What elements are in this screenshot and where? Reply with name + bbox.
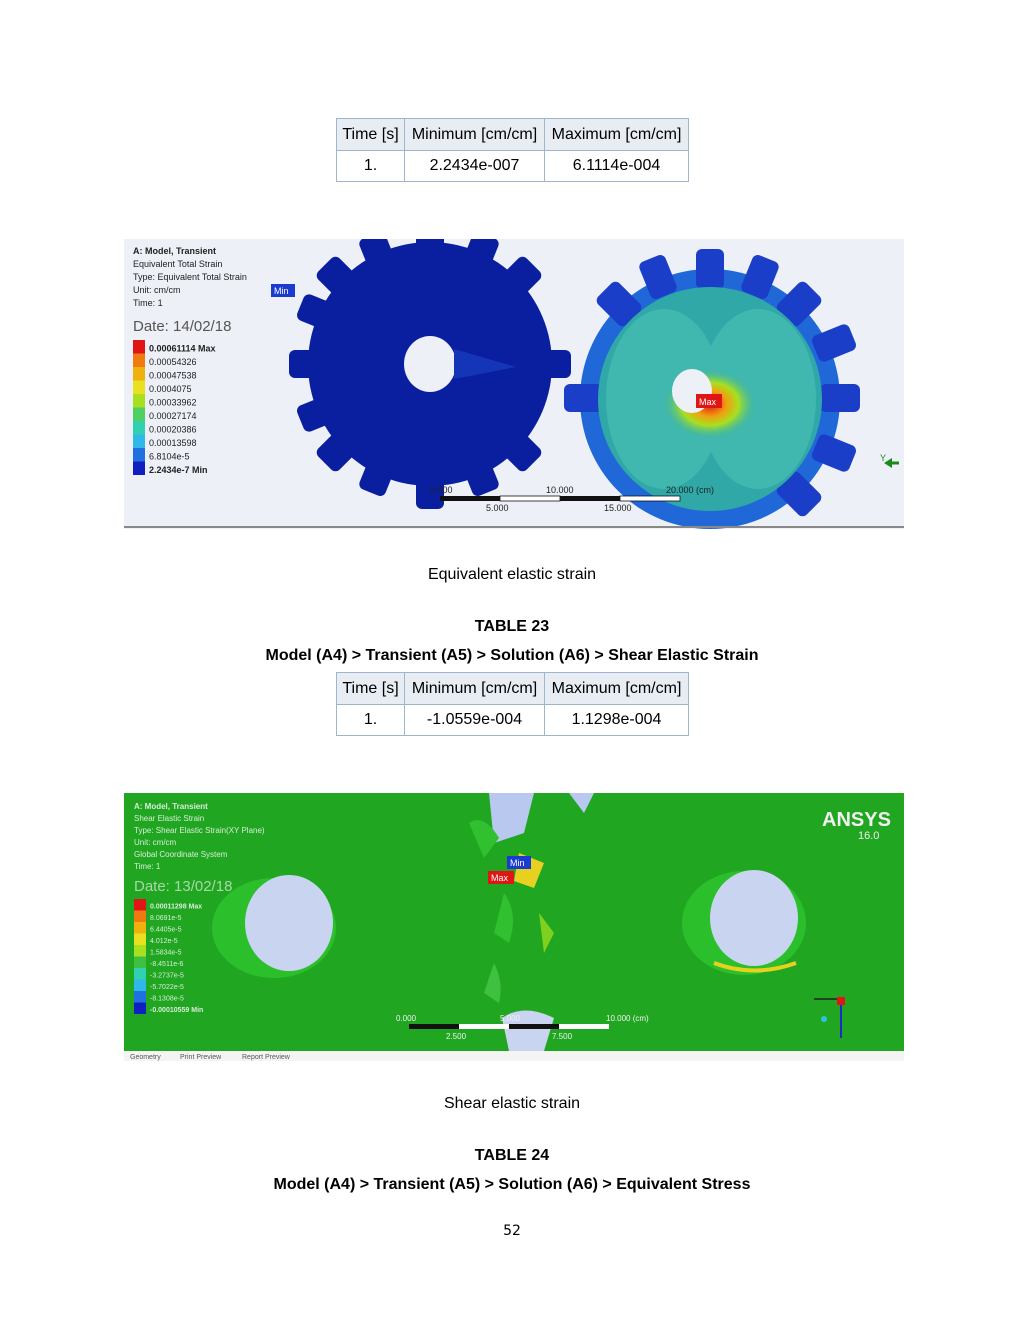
info-unit: Unit: cm/cm (133, 285, 181, 295)
min-marker (271, 284, 295, 297)
legend-swatch (134, 980, 146, 992)
legend-label: 0.00011298 Max (150, 903, 203, 911)
legend-swatch (133, 435, 145, 449)
legend-swatch (134, 899, 146, 911)
legend-label: 2.2434e-7 Min (149, 465, 208, 475)
strain-table-1 (336, 118, 689, 182)
scale-label-0: 0.000 (430, 485, 453, 495)
legend-label: 0.00020386 (149, 424, 197, 435)
legend-label: 0.00013598 (149, 438, 197, 448)
legend-swatch (134, 968, 146, 980)
cell-time: 1. (337, 151, 405, 182)
info-result: Shear Elastic Strain (134, 814, 205, 823)
cell-maximum: 6.1114e-004 (545, 151, 689, 182)
max-label: Max (491, 873, 509, 883)
legend-label: -0.00010559 Min (150, 1007, 204, 1014)
info-result: Equivalent Total Strain (133, 259, 223, 269)
scale-label-7-5: 7.500 (552, 1032, 573, 1041)
shear-render (124, 793, 904, 1061)
max-marker (696, 394, 722, 408)
legend-label: -8.1308e-5 (150, 995, 184, 1003)
ansys-logo: ANSYS (822, 809, 891, 831)
min-label: Min (274, 286, 289, 296)
header-minimum: Minimum [cm/cm] (405, 119, 545, 151)
tab-print-preview[interactable]: Print Preview (180, 1054, 222, 1061)
legend-swatch (134, 922, 146, 934)
info-type: Type: Equivalent Total Strain (133, 272, 247, 282)
axis-triad-icon (880, 453, 899, 468)
max-marker (488, 871, 514, 884)
legend-label: 0.00027174 (149, 411, 197, 421)
legend-swatch (134, 934, 146, 946)
strain-table-2 (336, 672, 689, 736)
legend-label: 0.00054326 (149, 357, 197, 367)
cell-minimum: 2.2434e-007 (405, 151, 545, 182)
legend-label: 4.012e-5 (150, 938, 178, 945)
bottom-tabs (130, 1054, 291, 1061)
tab-report-preview[interactable]: Report Preview (242, 1054, 290, 1061)
ansys-version: 16.0 (858, 830, 880, 842)
legend-label: -5.7022e-5 (150, 984, 184, 991)
info-time: Time: 1 (133, 298, 163, 308)
info-model: A: Model, Transient (133, 246, 217, 256)
legend-label: 0.00061114 Max (149, 343, 216, 354)
table24-title: TABLE 24 (474, 1147, 550, 1164)
legend-swatch (133, 448, 145, 462)
legend-swatch (133, 462, 145, 476)
legend-label: -3.2737e-5 (150, 972, 184, 980)
scale-label-5: 5.000 (500, 1014, 521, 1023)
color-legend (133, 340, 216, 475)
info-type: Type: Shear Elastic Strain(XY Plane) (134, 826, 265, 835)
tab-geometry[interactable]: Geometry (130, 1054, 161, 1061)
legend-swatch (134, 945, 146, 957)
figure1-caption: Equivalent elastic strain (427, 566, 597, 583)
table23-subtitle: Model (A4) > Transient (A5) > Solution (A6) > Shear Elastic Strain (265, 647, 759, 664)
legend-label: 6.8104e-5 (149, 451, 190, 462)
shear-strain-figure (124, 793, 904, 1061)
scale-label-15: 15.000 (604, 503, 632, 513)
table23-title: TABLE 23 (474, 618, 550, 635)
equivalent-strain-figure (124, 239, 904, 529)
info-time: Time: 1 (134, 862, 161, 871)
info-model: A: Model, Transient (134, 802, 208, 811)
legend-swatch (133, 340, 145, 354)
figure2-caption: Shear elastic strain (443, 1095, 581, 1112)
page-number: 52 (503, 1223, 521, 1239)
min-label: Min (510, 858, 525, 868)
legend-label: -8.4511e-6 (150, 961, 184, 968)
legend-swatch (134, 911, 146, 923)
legend-label: 8.0691e-5 (150, 915, 182, 922)
legend-swatch (134, 957, 146, 969)
scale-label-10: 10.000 (cm) (606, 1014, 649, 1023)
legend-label: 0.00047538 (149, 370, 197, 381)
header-maximum: Maximum [cm/cm] (545, 673, 689, 705)
info-date: Date: 14/02/18 (133, 318, 232, 335)
scale-label-2-5: 2.500 (446, 1032, 467, 1041)
legend-swatch (133, 354, 145, 368)
axis-label: Y (880, 453, 887, 463)
legend-label: 0.0004075 (149, 384, 192, 394)
min-marker (507, 856, 531, 869)
legend-swatch (133, 421, 145, 435)
legend-label: 1.5834e-5 (150, 949, 182, 957)
gear-render (124, 239, 904, 529)
scale-label-10: 10.000 (546, 485, 574, 495)
legend-swatch (133, 381, 145, 395)
legend-swatch (134, 1003, 146, 1015)
header-minimum: Minimum [cm/cm] (405, 673, 545, 705)
info-unit: Unit: cm/cm (134, 838, 177, 847)
table24-subtitle: Model (A4) > Transient (A5) > Solution (A6) > Equivalent Stress (273, 1176, 751, 1193)
legend-swatch (133, 408, 145, 422)
scale-label-0: 0.000 (396, 1014, 417, 1023)
legend-swatch (133, 367, 145, 381)
cell-time: 1. (337, 705, 405, 736)
header-maximum: Maximum [cm/cm] (545, 119, 689, 151)
scale-label-5: 5.000 (486, 503, 509, 513)
legend-label: 6.4405e-5 (150, 926, 182, 934)
max-label: Max (699, 397, 717, 407)
legend-swatch (133, 394, 145, 408)
cell-minimum: -1.0559e-004 (405, 705, 545, 736)
result-info (133, 246, 247, 335)
left-gear (289, 239, 571, 509)
info-coord: Global Coordinate System (134, 850, 228, 859)
header-time: Time [s] (337, 119, 405, 151)
info-date: Date: 13/02/18 (134, 878, 233, 895)
legend-swatch (134, 991, 146, 1003)
header-time: Time [s] (337, 673, 405, 705)
cell-maximum: 1.1298e-004 (545, 705, 689, 736)
legend-label: 0.00033962 (149, 397, 197, 408)
scale-label-20: 20.000 (cm) (666, 485, 715, 495)
